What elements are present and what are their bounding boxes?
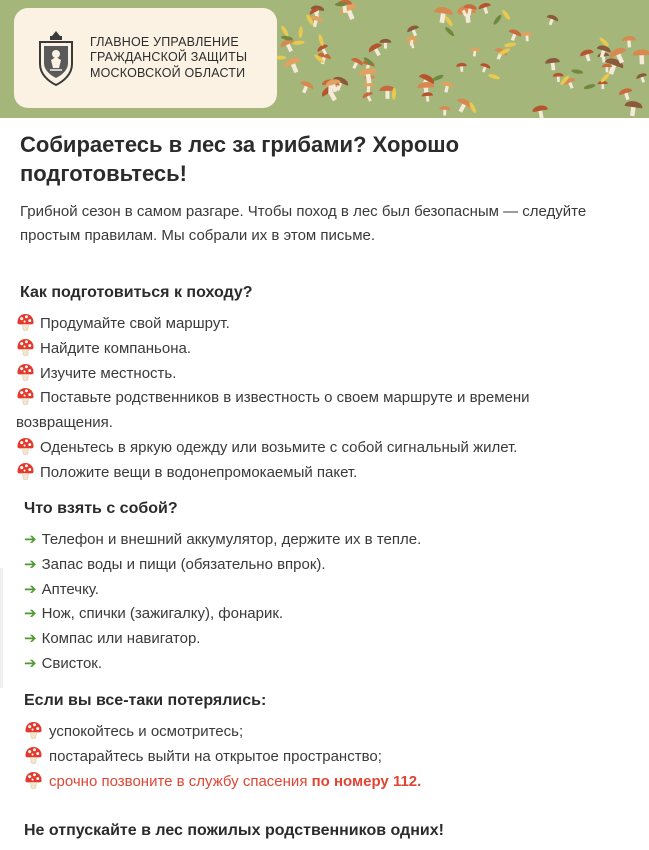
prepare-list (0, 312, 649, 486)
closing-note: Не отпускайте в лес пожилых родственников одних! (24, 822, 444, 839)
take-title: Что взять с собой? (24, 500, 178, 517)
organization-name (90, 35, 247, 82)
list-item: Положите вещи в водонепромокаемый пакет. (16, 461, 629, 486)
list-item: Продумайте свой маршрут. (16, 312, 629, 337)
intro-text: Грибной сезон в самом разгаре. Чтобы поход в лес был безопасным — следуйте простым правилам. Мы собрали их в этом письме. (20, 203, 587, 244)
list-item: Изучите местность. (16, 362, 629, 387)
arrow-right-icon: ➔ (24, 555, 37, 573)
logo-card (14, 8, 277, 108)
lost-section (0, 690, 649, 794)
org-line-3: МОСКОВСКОЙ ОБЛАСТИ (90, 65, 246, 80)
list-item: ➔ Запас воды и пищи (обязательно впрок). (24, 555, 326, 573)
emergency-call-item: срочно позвоните в службу спасения по номеру 112. (24, 770, 649, 795)
mushroom-icon (16, 437, 35, 455)
list-item: ➔ Компас или навигатор. (24, 630, 201, 648)
list-item: Найдите компаньона. (16, 337, 629, 362)
mushroom-icon (24, 721, 43, 739)
coat-of-arms-icon (36, 29, 76, 87)
arrow-right-icon: ➔ (24, 605, 37, 623)
mushroom-icon (16, 313, 35, 331)
prepare-title: Как подготовиться к походу? (20, 284, 253, 301)
take-section (0, 498, 649, 677)
mushroom-icon (16, 363, 35, 381)
list-item: успокойтесь и осмотритесь; (24, 720, 649, 745)
list-item: Оденьтесь в яркую одежду или возьмите с собой сигнальный жилет. (16, 436, 629, 461)
mushroom-icon (24, 771, 43, 789)
list-item: ➔ Аптечку. (24, 580, 99, 598)
list-item: ➔ Телефон и внешний аккумулятор, держите их в тепле. (24, 531, 422, 548)
arrow-right-icon: ➔ (24, 630, 37, 648)
mushroom-icon (24, 746, 43, 764)
arrow-right-icon: ➔ (24, 654, 37, 672)
list-item: Поставьте родственников в известность о своем маршруте и времени возвращения. (16, 389, 530, 432)
list-item: постарайтесь выйти на открытое пространство; (24, 745, 649, 770)
org-line-1: ГЛАВНОЕ УПРАВЛЕНИЕ (90, 34, 239, 49)
org-line-2: ГРАЖДАНСКОЙ ЗАЩИТЫ (90, 50, 248, 65)
lost-title: Если вы все-таки потерялись: (24, 692, 267, 709)
take-list (0, 528, 649, 677)
mushroom-icon (16, 338, 35, 356)
header-banner (0, 0, 649, 118)
lost-list (0, 720, 649, 794)
arrow-right-icon: ➔ (24, 531, 37, 548)
arrow-right-icon: ➔ (24, 580, 37, 598)
prepare-section (0, 282, 649, 486)
mushroom-icon (16, 387, 35, 405)
mushroom-icon (16, 462, 35, 480)
list-item: ➔ Нож, спички (зажигалку), фонарик. (24, 605, 284, 623)
list-item: ➔ Свисток. (24, 654, 103, 672)
emergency-number: по номеру 112. (311, 772, 422, 790)
page-title: Собираетесь в лес за грибами? Хорошо подготовьтесь! (20, 132, 460, 186)
